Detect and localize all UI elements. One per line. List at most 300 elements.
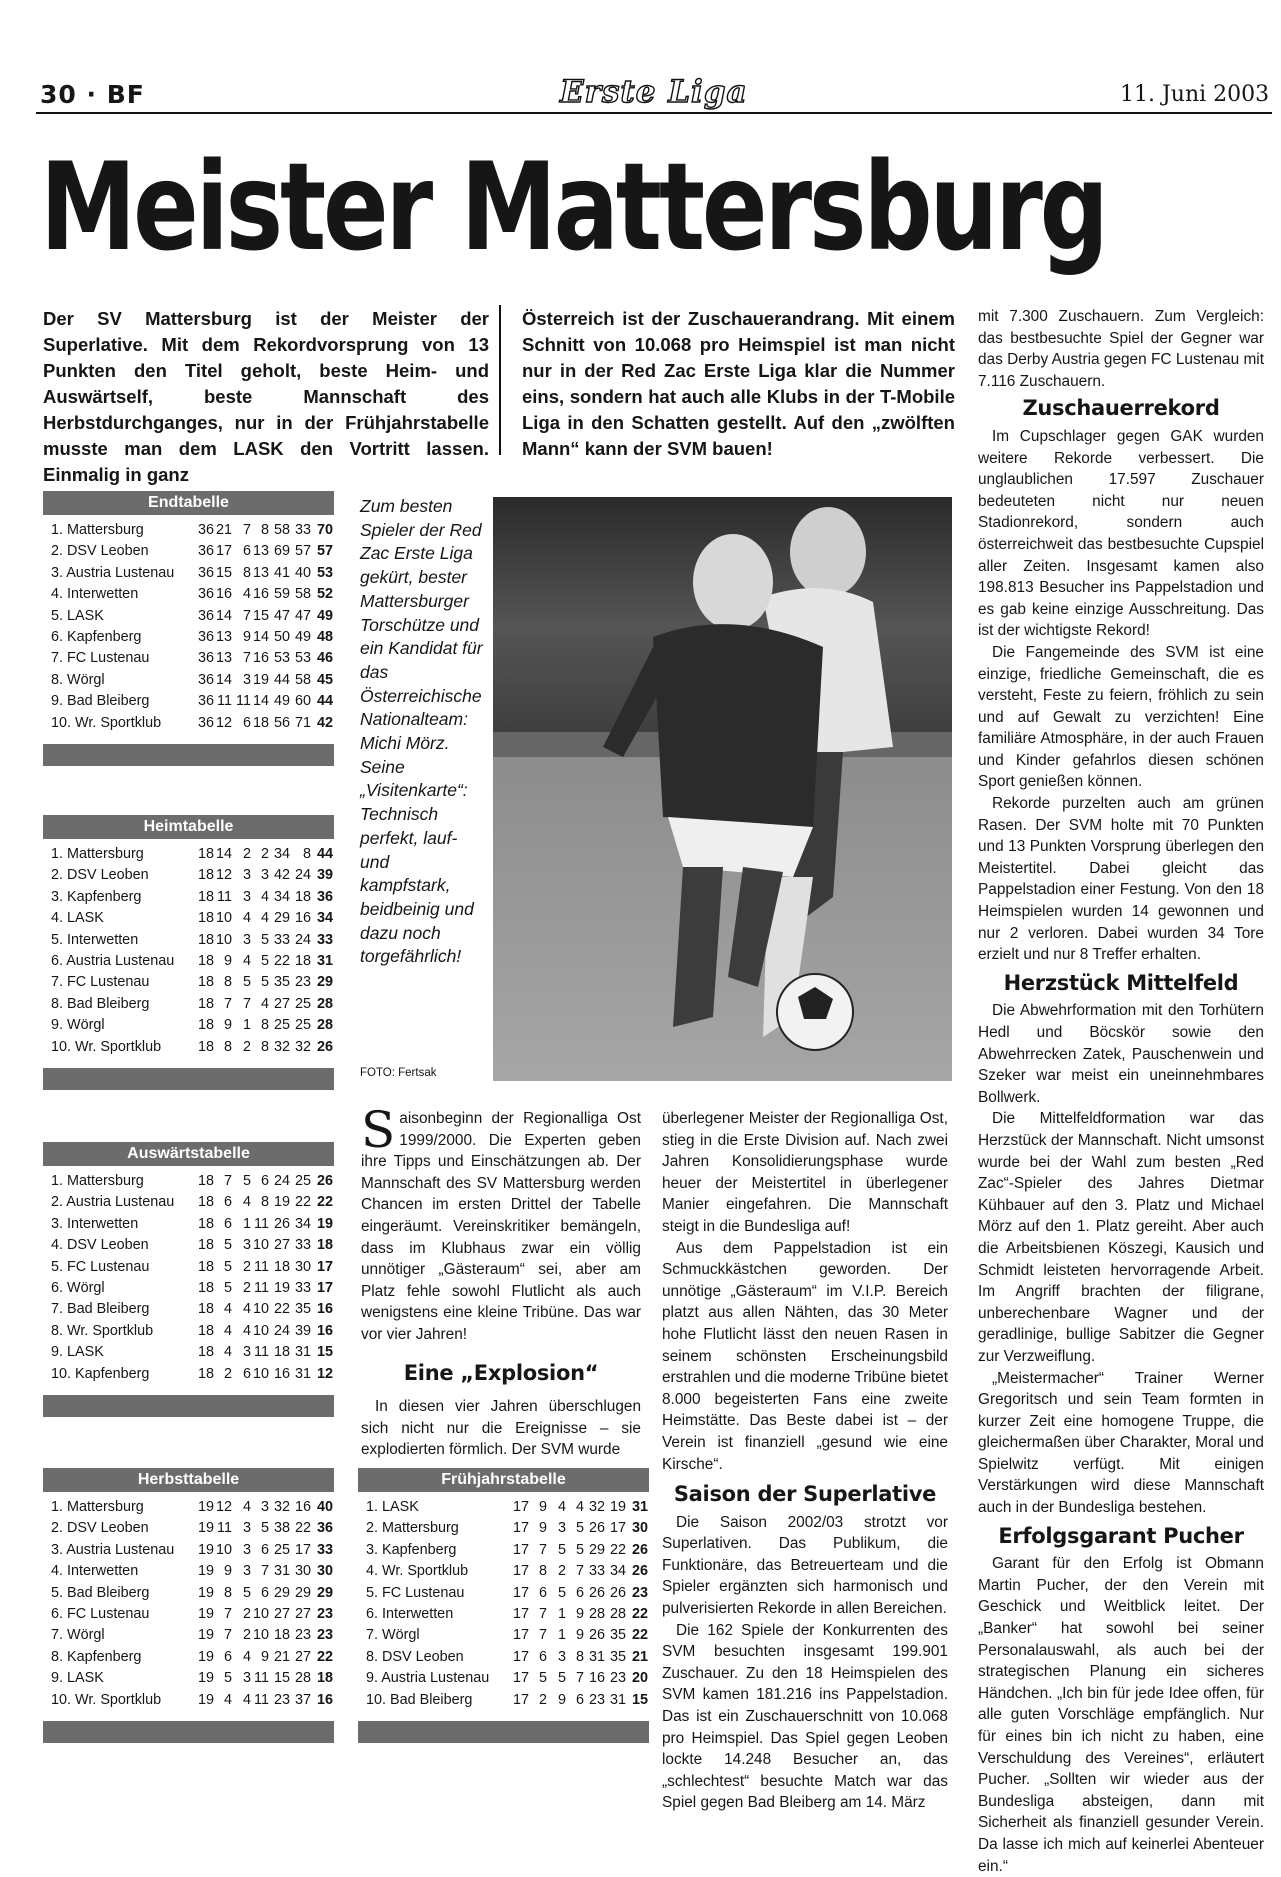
- points-cell: 36: [316, 1520, 333, 1537]
- draws-cell: 7: [242, 995, 251, 1012]
- wins-cell: 8: [223, 974, 232, 991]
- football-players-illustration: [493, 497, 952, 1081]
- goals-against-cell: 31: [294, 1365, 311, 1382]
- goals-for-cell: 22: [273, 1301, 290, 1318]
- losses-cell: 11: [254, 1215, 269, 1232]
- wins-cell: 14: [215, 846, 232, 862]
- goals-for-cell: 32: [273, 1499, 290, 1515]
- draws-cell: 3: [557, 1648, 566, 1665]
- table-row: [51, 691, 334, 712]
- losses-cell: 15: [252, 607, 269, 624]
- draws-cell: 2: [557, 1563, 566, 1580]
- losses-cell: 6: [260, 1584, 269, 1601]
- points-cell: 46: [316, 650, 333, 667]
- losses-cell: 3: [260, 867, 269, 884]
- team-name-cell: 3. Kapfenberg: [51, 888, 142, 905]
- losses-cell: 16: [252, 586, 269, 603]
- table-row: [51, 1364, 334, 1385]
- losses-cell: 5: [260, 974, 269, 991]
- draws-cell: 1: [242, 1017, 251, 1034]
- games-cell: 17: [512, 1520, 529, 1537]
- goals-against-cell: 34: [609, 1563, 626, 1580]
- team-name-cell: 6. FC Lustenau: [51, 1605, 150, 1622]
- table-footer-bar: [43, 1395, 334, 1417]
- goals-for-cell: 29: [273, 910, 290, 927]
- table-row: [51, 1037, 334, 1058]
- games-cell: 18: [197, 910, 214, 927]
- games-cell: 18: [197, 974, 214, 991]
- standings-table-herbsttabelle: [43, 1468, 334, 1743]
- losses-cell: 5: [575, 1541, 584, 1558]
- table-row: [51, 1214, 334, 1235]
- subheading: Saison der Superlative: [673, 1482, 937, 1507]
- team-name-cell: 7. FC Lustenau: [51, 974, 150, 991]
- games-cell: 18: [197, 888, 214, 905]
- losses-cell: 13: [252, 543, 269, 560]
- points-cell: 42: [316, 714, 333, 731]
- losses-cell: 6: [575, 1584, 584, 1601]
- goals-for-cell: 53: [273, 650, 290, 667]
- points-cell: 18: [316, 1237, 333, 1254]
- issue-date: 11. Juni 2003: [1120, 82, 1270, 107]
- losses-cell: 5: [260, 1520, 269, 1537]
- draws-cell: 4: [242, 1322, 251, 1339]
- draws-cell: 3: [242, 671, 251, 688]
- goals-against-cell: 27: [294, 1648, 311, 1665]
- table-title: Heimtabelle: [43, 815, 334, 839]
- goals-against-cell: 30: [294, 1563, 311, 1580]
- points-cell: 30: [631, 1520, 648, 1537]
- team-name-cell: 10. Kapfenberg: [51, 1365, 150, 1382]
- wins-cell: 9: [538, 1520, 547, 1537]
- draws-cell: 5: [557, 1541, 566, 1558]
- goals-for-cell: 18: [273, 1258, 290, 1275]
- losses-cell: 7: [260, 1563, 269, 1580]
- losses-cell: 9: [575, 1605, 584, 1622]
- losses-cell: 10: [252, 1605, 269, 1622]
- standings-table-heimtabelle: [43, 815, 334, 1090]
- goals-against-cell: 29: [294, 1584, 311, 1601]
- goals-against-cell: 53: [294, 650, 311, 667]
- draws-cell: 6: [242, 714, 251, 731]
- points-cell: 15: [631, 1691, 648, 1708]
- goals-for-cell: 19: [273, 1194, 290, 1211]
- losses-cell: 14: [252, 693, 269, 710]
- goals-against-cell: 23: [294, 1627, 311, 1644]
- wins-cell: 7: [223, 995, 232, 1012]
- losses-cell: 7: [575, 1670, 584, 1687]
- wins-cell: 14: [215, 607, 232, 624]
- draws-cell: 7: [242, 650, 251, 667]
- standings-table-fruehjahrstabelle: [358, 1468, 649, 1743]
- table-row: [51, 951, 334, 972]
- games-cell: 36: [197, 586, 214, 603]
- team-name-cell: 2. DSV Leoben: [51, 543, 149, 560]
- goals-against-cell: 16: [294, 910, 311, 927]
- team-name-cell: 8. Bad Bleiberg: [51, 995, 150, 1012]
- paragraph: „Meistermacher“ Trainer Werner Gregoritsch und sein Team formten in kurzer Zeit eine homogene Truppe, die gleichermaßen über Charakter, Moral und Spielwitz verfügt. Mit einigen Verstärkungen wird diese Mannschaft auch in der Bundesliga bestehen.: [978, 1369, 1264, 1517]
- goals-against-cell: 16: [294, 1499, 311, 1515]
- games-cell: 36: [197, 522, 214, 538]
- losses-cell: 5: [260, 931, 269, 948]
- wins-cell: 9: [223, 1017, 232, 1034]
- losses-cell: 7: [575, 1563, 584, 1580]
- table-footer-bar: [43, 1068, 334, 1090]
- table-row: [51, 1647, 334, 1668]
- table-row: [51, 713, 334, 734]
- paragraph: [361, 1101, 641, 1346]
- points-cell: 28: [316, 995, 333, 1012]
- table-row: [51, 1192, 334, 1213]
- points-cell: 29: [316, 1584, 333, 1601]
- losses-cell: 8: [260, 1038, 269, 1055]
- goals-for-cell: 32: [588, 1499, 605, 1515]
- goals-against-cell: 58: [294, 586, 311, 603]
- games-cell: 36: [197, 650, 214, 667]
- losses-cell: 6: [575, 1691, 584, 1708]
- losses-cell: 4: [260, 910, 269, 927]
- games-cell: 18: [197, 1038, 214, 1055]
- losses-cell: 10: [252, 1365, 269, 1382]
- paragraph: Die Fangemeinde des SVM ist eine einzige, friedliche Gemeinschaft, die es versteht, Feste zu feiern, fröhlich zu sein und auf Gewalt zu verzichten! Eine familiäre Atmosphäre, in der auch Frauen und Kinder gefahrlos diesen schönen Sport genießen können.: [978, 643, 1264, 791]
- draws-cell: 3: [242, 1563, 251, 1580]
- points-cell: 26: [316, 1173, 333, 1189]
- points-cell: 40: [316, 1499, 333, 1515]
- points-cell: 44: [316, 693, 333, 710]
- section-title: Erste Liga: [560, 74, 748, 110]
- goals-for-cell: 25: [273, 1541, 290, 1558]
- games-cell: 17: [512, 1627, 529, 1644]
- goals-for-cell: 59: [273, 586, 290, 603]
- games-cell: 19: [197, 1584, 214, 1601]
- team-name-cell: 7. Wörgl: [51, 1627, 105, 1644]
- wins-cell: 7: [538, 1541, 547, 1558]
- goals-against-cell: 8: [302, 846, 311, 862]
- losses-cell: 8: [260, 1017, 269, 1034]
- draws-cell: 6: [242, 1365, 251, 1382]
- games-cell: 18: [197, 846, 214, 862]
- goals-for-cell: 50: [273, 628, 290, 645]
- draws-cell: 9: [242, 628, 251, 645]
- draws-cell: 2: [242, 1279, 251, 1296]
- team-name-cell: 1. LASK: [366, 1499, 419, 1515]
- draws-cell: 5: [242, 1584, 251, 1601]
- goals-for-cell: 35: [273, 974, 290, 991]
- wins-cell: 9: [538, 1499, 547, 1515]
- goals-against-cell: 39: [294, 1322, 311, 1339]
- team-name-cell: 2. DSV Leoben: [51, 1520, 149, 1537]
- goals-against-cell: 24: [294, 867, 311, 884]
- games-cell: 36: [197, 671, 214, 688]
- games-cell: 36: [197, 628, 214, 645]
- games-cell: 19: [197, 1691, 214, 1708]
- goals-against-cell: 33: [294, 1279, 311, 1296]
- table-row: [51, 972, 334, 993]
- table-row: [51, 1342, 334, 1363]
- table-row: [366, 1518, 649, 1539]
- draws-cell: 2: [242, 1258, 251, 1275]
- goals-for-cell: 15: [273, 1670, 290, 1687]
- table-row: [51, 563, 334, 584]
- goals-for-cell: 44: [273, 671, 290, 688]
- losses-cell: 8: [260, 1194, 269, 1211]
- goals-for-cell: 18: [273, 1627, 290, 1644]
- games-cell: 17: [512, 1584, 529, 1601]
- games-cell: 19: [197, 1605, 214, 1622]
- goals-against-cell: 35: [609, 1648, 626, 1665]
- goals-for-cell: 42: [273, 867, 290, 884]
- team-name-cell: 1. Mattersburg: [51, 846, 144, 862]
- team-name-cell: 9. LASK: [51, 1344, 104, 1361]
- points-cell: 16: [316, 1301, 333, 1318]
- games-cell: 36: [197, 607, 214, 624]
- points-cell: 33: [316, 931, 333, 948]
- team-name-cell: 7. Wörgl: [366, 1627, 420, 1644]
- goals-for-cell: 27: [273, 995, 290, 1012]
- subheading: Erfolgsgarant Pucher: [998, 1523, 1244, 1548]
- games-cell: 18: [197, 1237, 214, 1254]
- team-name-cell: 2. Austria Lustenau: [51, 1194, 175, 1211]
- goals-for-cell: 24: [273, 1322, 290, 1339]
- points-cell: 28: [316, 1017, 333, 1034]
- games-cell: 19: [197, 1670, 214, 1687]
- wins-cell: 7: [538, 1605, 547, 1622]
- points-cell: 12: [316, 1365, 333, 1382]
- draws-cell: 7: [242, 522, 251, 538]
- points-cell: 23: [631, 1584, 648, 1601]
- table-row: [366, 1497, 649, 1518]
- goals-for-cell: 31: [588, 1648, 605, 1665]
- match-photo: [493, 497, 952, 1081]
- games-cell: 18: [197, 1344, 214, 1361]
- points-cell: 31: [316, 952, 333, 969]
- table-row: [51, 1583, 334, 1604]
- goals-against-cell: 26: [609, 1584, 626, 1601]
- goals-against-cell: 47: [294, 607, 311, 624]
- team-name-cell: 2. Mattersburg: [366, 1520, 459, 1537]
- points-cell: 17: [316, 1258, 333, 1275]
- wins-cell: 13: [215, 628, 232, 645]
- team-name-cell: 9. LASK: [51, 1670, 104, 1687]
- wins-cell: 6: [538, 1648, 547, 1665]
- wins-cell: 4: [223, 1322, 232, 1339]
- draws-cell: 3: [242, 1237, 251, 1254]
- table-row: [366, 1647, 649, 1668]
- points-cell: 21: [631, 1648, 648, 1665]
- team-name-cell: 4. LASK: [51, 910, 104, 927]
- points-cell: 53: [316, 564, 333, 581]
- table-row: [51, 1497, 334, 1518]
- draws-cell: 3: [242, 867, 251, 884]
- draws-cell: 2: [242, 1605, 251, 1622]
- team-name-cell: 7. FC Lustenau: [51, 650, 150, 667]
- draws-cell: 3: [242, 1520, 251, 1537]
- goals-against-cell: 31: [609, 1691, 626, 1708]
- losses-cell: 4: [260, 995, 269, 1012]
- losses-cell: 14: [252, 628, 269, 645]
- goals-for-cell: 32: [273, 1038, 290, 1055]
- article-column-b: [662, 1108, 948, 1814]
- team-name-cell: 6. Kapfenberg: [51, 628, 142, 645]
- table-row: [51, 1015, 334, 1036]
- points-cell: 39: [316, 867, 333, 884]
- games-cell: 18: [197, 952, 214, 969]
- losses-cell: 8: [575, 1648, 584, 1665]
- points-cell: 20: [631, 1670, 648, 1687]
- paragraph: Garant für den Erfolg ist Obmann Martin Pucher, der den Verein mit Geschick und Weitblick leitet. Der „Banker“ hat sowohl bei seiner Personalauswahl, als auch bei der strategischen Planung ein sicheres Händchen. „Ich bin für jede Idee offen, für alle guten Vorschläge empfänglich. Nur für eines bin ich nicht zu haben, eine Verschuldung des Vereines“, erläutert Pucher. „Sollten wir wieder aus der Bundesliga absteigen, dann mit Sicherheit als finanziell gesunder Verein. Da lasse ich mich auf keinerlei Abenteuer ein.“: [978, 1555, 1264, 1875]
- draws-cell: 1: [242, 1215, 251, 1232]
- points-cell: 22: [631, 1627, 648, 1644]
- games-cell: 17: [512, 1648, 529, 1665]
- games-cell: 18: [197, 1301, 214, 1318]
- goals-against-cell: 23: [294, 974, 311, 991]
- goals-for-cell: 34: [273, 846, 290, 862]
- goals-against-cell: 32: [294, 1038, 311, 1055]
- team-name-cell: 3. Interwetten: [51, 1215, 139, 1232]
- points-cell: 22: [316, 1648, 333, 1665]
- wins-cell: 14: [215, 671, 232, 688]
- games-cell: 36: [197, 543, 214, 560]
- goals-for-cell: 41: [273, 564, 290, 581]
- goals-against-cell: 18: [294, 888, 311, 905]
- table-row: [51, 887, 334, 908]
- draws-cell: 7: [242, 607, 251, 624]
- games-cell: 19: [197, 1520, 214, 1537]
- table-row: [51, 994, 334, 1015]
- wins-cell: 5: [538, 1670, 547, 1687]
- goals-for-cell: 22: [273, 952, 290, 969]
- points-cell: 26: [631, 1541, 648, 1558]
- page-number: 30 · BF: [40, 80, 145, 109]
- wins-cell: 10: [215, 910, 232, 927]
- games-cell: 18: [197, 1194, 214, 1211]
- goals-against-cell: 71: [294, 714, 311, 731]
- losses-cell: 9: [575, 1627, 584, 1644]
- lead-paragraph-left: Der SV Mattersburg ist der Meister der Superlative. Mit dem Rekordvorsprung von 13 Punkten den Titel geholt, beste Heim- und Auswärtself, beste Mannschaft des Herbstdurchganges, nur in der Frühjahrstabelle musste man dem LASK den Vortritt lassen. Einmalig in ganz: [43, 308, 489, 485]
- table-footer-bar: [43, 744, 334, 766]
- losses-cell: 11: [254, 1670, 269, 1687]
- games-cell: 18: [197, 1215, 214, 1232]
- table-row: [366, 1668, 649, 1689]
- points-cell: 57: [316, 543, 333, 560]
- standings-table-auswaertstabelle: [43, 1142, 334, 1417]
- wins-cell: 5: [223, 1258, 232, 1275]
- points-cell: 23: [316, 1627, 333, 1644]
- paragraph: mit 7.300 Zuschauern. Zum Vergleich: das bestbesuchte Spiel der Gegner war das Derby Austria gegen FC Lustenau mit 7.116 Zuschauern.: [978, 308, 1264, 390]
- wins-cell: 10: [215, 1541, 232, 1558]
- draws-cell: 11: [236, 693, 251, 710]
- team-name-cell: 5. LASK: [51, 607, 104, 624]
- team-name-cell: 4. Wr. Sportklub: [366, 1563, 469, 1580]
- paragraph: überlegener Meister der Regionalliga Ost, stieg in die Erste Division auf. Nach zwei Jahren Konsolidierungsphase wurde heuer der Meistertitel in überlegener Manier eingefahren. Die Mannschaft steigt in die Bundesliga auf!: [662, 1110, 948, 1235]
- losses-cell: 11: [254, 1258, 269, 1275]
- goals-for-cell: 69: [273, 543, 290, 560]
- draws-cell: 2: [242, 846, 251, 862]
- wins-cell: 5: [223, 1279, 232, 1296]
- goals-against-cell: 34: [294, 1215, 311, 1232]
- subheading: Zuschauerrekord: [1022, 396, 1220, 421]
- points-cell: 49: [316, 607, 333, 624]
- article-column-a: [361, 1101, 641, 1461]
- points-cell: 17: [316, 1279, 333, 1296]
- draws-cell: 6: [242, 543, 251, 560]
- goals-against-cell: 31: [294, 1344, 311, 1361]
- wins-cell: 7: [538, 1627, 547, 1644]
- goals-against-cell: 40: [294, 564, 311, 581]
- points-cell: 45: [316, 671, 333, 688]
- team-name-cell: 4. DSV Leoben: [51, 1237, 149, 1254]
- games-cell: 18: [197, 995, 214, 1012]
- goals-against-cell: 22: [294, 1194, 311, 1211]
- games-cell: 18: [197, 867, 214, 884]
- table-title: Auswärtstabelle: [43, 1142, 334, 1166]
- goals-against-cell: 35: [294, 1301, 311, 1318]
- goals-for-cell: 26: [588, 1520, 605, 1537]
- goals-against-cell: 19: [609, 1499, 626, 1515]
- goals-against-cell: 17: [609, 1520, 626, 1537]
- wins-cell: 21: [215, 522, 232, 538]
- draws-cell: 4: [242, 1691, 251, 1708]
- goals-for-cell: 26: [588, 1627, 605, 1644]
- team-name-cell: 5. FC Lustenau: [51, 1258, 150, 1275]
- goals-for-cell: 19: [273, 1279, 290, 1296]
- table-row: [51, 1561, 334, 1582]
- lead-paragraph-right: Österreich ist der Zuschauerandrang. Mit einem Schnitt von 10.068 pro Heimspiel ist man nicht nur in der Red Zac Erste Liga klar die Nummer eins, sondern hat auch alle Klubs in der T-Mobile Liga in den Schatten gestellt. Auf den „zwölften Mann“ kann der SVM bauen!: [522, 308, 955, 459]
- draws-cell: 5: [557, 1584, 566, 1601]
- draws-cell: 3: [242, 1670, 251, 1687]
- table-row: [366, 1540, 649, 1561]
- draws-cell: 3: [557, 1520, 566, 1537]
- points-cell: 22: [316, 1194, 333, 1211]
- standings-table-endtabelle: [43, 491, 334, 766]
- games-cell: 17: [512, 1541, 529, 1558]
- goals-against-cell: 37: [294, 1691, 311, 1708]
- goals-against-cell: 25: [294, 995, 311, 1012]
- points-cell: 44: [316, 846, 333, 862]
- table-row: [51, 1299, 334, 1320]
- goals-for-cell: 16: [273, 1365, 290, 1382]
- draws-cell: 3: [242, 888, 251, 905]
- table-row: [366, 1583, 649, 1604]
- wins-cell: 7: [223, 1605, 232, 1622]
- goals-for-cell: 33: [273, 931, 290, 948]
- table-row: [366, 1604, 649, 1625]
- draws-cell: 4: [242, 586, 251, 603]
- subheading: Herzstück Mittelfeld: [1003, 970, 1239, 995]
- games-cell: 18: [197, 1258, 214, 1275]
- team-name-cell: 10. Wr. Sportklub: [51, 1691, 162, 1708]
- team-name-cell: 6. Interwetten: [366, 1605, 454, 1622]
- points-cell: 19: [316, 1215, 333, 1232]
- team-name-cell: 9. Wörgl: [51, 1017, 105, 1034]
- team-name-cell: 8. Wörgl: [51, 671, 105, 688]
- table-row: [51, 1257, 334, 1278]
- table-row: [51, 627, 334, 648]
- losses-cell: 13: [252, 564, 269, 581]
- team-name-cell: 3. Kapfenberg: [366, 1541, 457, 1558]
- games-cell: 36: [197, 564, 214, 581]
- team-name-cell: 8. DSV Leoben: [366, 1648, 464, 1665]
- games-cell: 17: [512, 1499, 529, 1515]
- points-cell: 33: [316, 1541, 333, 1558]
- team-name-cell: 5. FC Lustenau: [366, 1584, 465, 1601]
- goals-against-cell: 57: [294, 543, 311, 560]
- goals-for-cell: 21: [273, 1648, 290, 1665]
- wins-cell: 5: [223, 1237, 232, 1254]
- points-cell: 70: [316, 522, 333, 538]
- goals-for-cell: 27: [273, 1605, 290, 1622]
- paragraph: Rekorde purzelten auch am grünen Rasen. Der SVM holte mit 70 Punkten und 13 Punkten Vorsprung überlegen den Meistertitel. Dabei gleicht das Pappelstadion einer Festung. Von den 18 Heimspielen wurden 14 gewonnen und nur 2 verloren. Dabei wurden 34 Tore erzielt und nur 8 Treffer erhalten.: [978, 795, 1264, 964]
